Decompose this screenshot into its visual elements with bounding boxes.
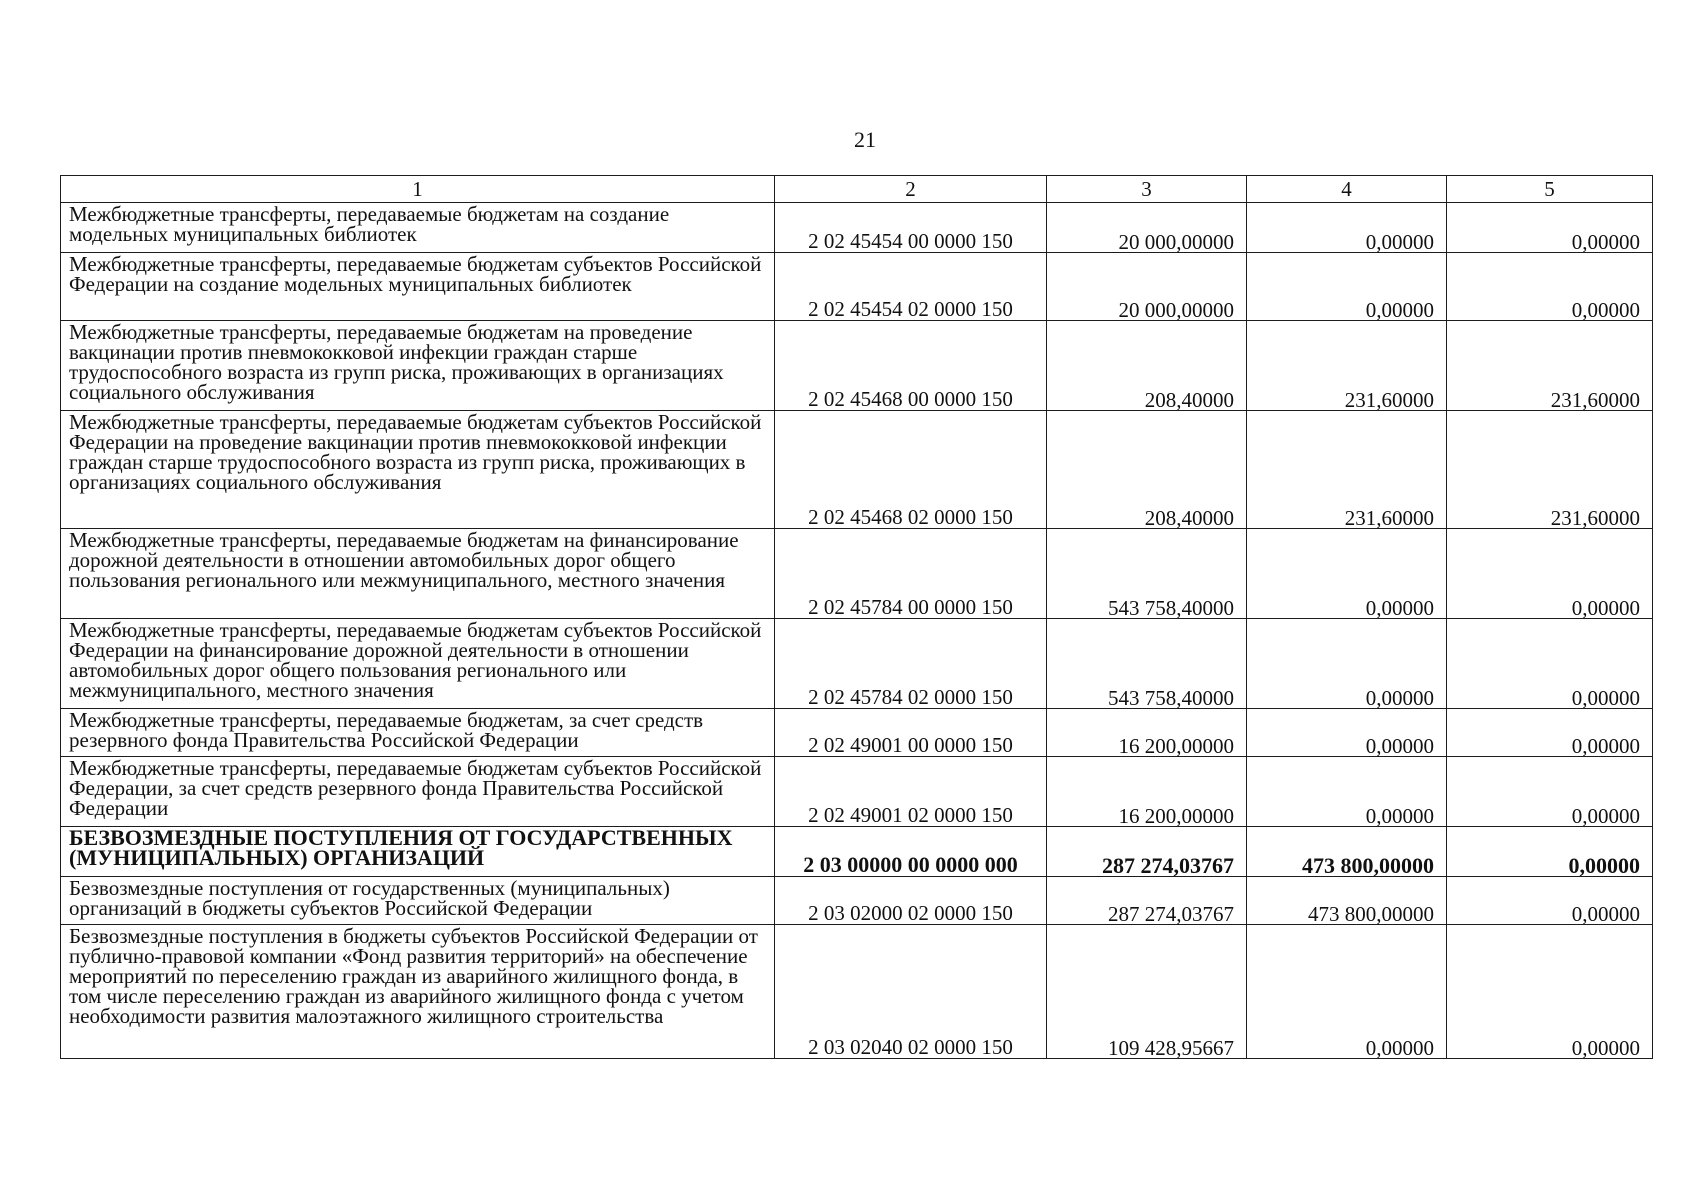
row-description: Безвозмездные поступления от государственных (муниципальных) организаций в бюджеты субъектов Российской Федерации <box>61 877 775 925</box>
column-header-4: 4 <box>1247 176 1447 203</box>
table-row <box>61 619 1653 709</box>
row-amount-col5: 0,00000 <box>1447 827 1653 877</box>
table-row <box>61 321 1653 411</box>
row-budget-code: 2 02 45454 02 0000 150 <box>775 253 1047 321</box>
row-amount-col3: 20 000,00000 <box>1047 253 1247 321</box>
row-description: Безвозмездные поступления в бюджеты субъектов Российской Федерации от публично-правовой компании «Фонд развития территорий» на обеспечение мероприятий по переселению граждан из аварийного жилищного фонда, в том числе переселению граждан из аварийного жилищного фонда с учетом необходимости развития малоэтажного жилищного строительства <box>61 925 775 1059</box>
row-budget-code: 2 02 49001 02 0000 150 <box>775 757 1047 827</box>
row-description: Межбюджетные трансферты, передаваемые бюджетам субъектов Российской Федерации, за счет средств резервного фонда Правительства Российской Федерации <box>61 757 775 827</box>
row-amount-col4: 0,00000 <box>1247 253 1447 321</box>
row-budget-code: 2 02 45454 00 0000 150 <box>775 203 1047 253</box>
table-row-section-total <box>61 827 1653 877</box>
row-amount-col4: 473 800,00000 <box>1247 877 1447 925</box>
row-amount-col4: 231,60000 <box>1247 411 1447 529</box>
column-header-2: 2 <box>775 176 1047 203</box>
row-description: Межбюджетные трансферты, передаваемые бюджетам на создание модельных муниципальных библиотек <box>61 203 775 253</box>
row-amount-col4: 473 800,00000 <box>1247 827 1447 877</box>
row-amount-col4: 0,00000 <box>1247 203 1447 253</box>
row-amount-col4: 0,00000 <box>1247 529 1447 619</box>
row-amount-col5: 231,60000 <box>1447 411 1653 529</box>
row-amount-col3: 109 428,95667 <box>1047 925 1247 1059</box>
table-row <box>61 411 1653 529</box>
row-amount-col3: 287 274,03767 <box>1047 877 1247 925</box>
row-amount-col5: 231,60000 <box>1447 321 1653 411</box>
row-amount-col3: 208,40000 <box>1047 321 1247 411</box>
budget-revenue-table <box>60 175 1653 1059</box>
table-row <box>61 203 1653 253</box>
row-amount-col3: 20 000,00000 <box>1047 203 1247 253</box>
row-amount-col5: 0,00000 <box>1447 757 1653 827</box>
table-row <box>61 709 1653 757</box>
table-row <box>61 877 1653 925</box>
row-budget-code: 2 03 02000 02 0000 150 <box>775 877 1047 925</box>
row-amount-col4: 0,00000 <box>1247 757 1447 827</box>
row-budget-code: 2 02 45784 02 0000 150 <box>775 619 1047 709</box>
page-number: 21 <box>854 127 876 152</box>
row-description: Межбюджетные трансферты, передаваемые бюджетам на проведение вакцинации против пневмококковой инфекции граждан старше трудоспособного возраста из групп риска, проживающих в организациях социального обслуживания <box>61 321 775 411</box>
row-amount-col5: 0,00000 <box>1447 529 1653 619</box>
row-amount-col3: 543 758,40000 <box>1047 619 1247 709</box>
row-amount-col3: 208,40000 <box>1047 411 1247 529</box>
row-amount-col5: 0,00000 <box>1447 619 1653 709</box>
row-description: Межбюджетные трансферты, передаваемые бюджетам, за счет средств резервного фонда Правительства Российской Федерации <box>61 709 775 757</box>
row-amount-col3: 287 274,03767 <box>1047 827 1247 877</box>
row-amount-col4: 0,00000 <box>1247 925 1447 1059</box>
column-number-header-row <box>61 176 1653 203</box>
row-budget-code: 2 02 45784 00 0000 150 <box>775 529 1047 619</box>
row-amount-col3: 543 758,40000 <box>1047 529 1247 619</box>
table-row <box>61 529 1653 619</box>
row-amount-col4: 0,00000 <box>1247 619 1447 709</box>
row-description: БЕЗВОЗМЕЗДНЫЕ ПОСТУПЛЕНИЯ ОТ ГОСУДАРСТВЕННЫХ (МУНИЦИПАЛЬНЫХ) ОРГАНИЗАЦИЙ <box>61 827 775 877</box>
row-description: Межбюджетные трансферты, передаваемые бюджетам субъектов Российской Федерации на создание модельных муниципальных библиотек <box>61 253 775 321</box>
row-description: Межбюджетные трансферты, передаваемые бюджетам на финансирование дорожной деятельности в отношении автомобильных дорог общего пользования регионального или межмуниципального, местного значения <box>61 529 775 619</box>
row-amount-col4: 231,60000 <box>1247 321 1447 411</box>
row-budget-code: 2 02 49001 00 0000 150 <box>775 709 1047 757</box>
row-amount-col3: 16 200,00000 <box>1047 757 1247 827</box>
row-description: Межбюджетные трансферты, передаваемые бюджетам субъектов Российской Федерации на проведение вакцинации против пневмококковой инфекции граждан старше трудоспособного возраста из групп риска, проживающих в организациях социального обслуживания <box>61 411 775 529</box>
row-amount-col5: 0,00000 <box>1447 709 1653 757</box>
row-budget-code: 2 02 45468 02 0000 150 <box>775 411 1047 529</box>
column-header-5: 5 <box>1447 176 1653 203</box>
table-row <box>61 757 1653 827</box>
column-header-1: 1 <box>61 176 775 203</box>
row-amount-col3: 16 200,00000 <box>1047 709 1247 757</box>
row-amount-col4: 0,00000 <box>1247 709 1447 757</box>
row-amount-col5: 0,00000 <box>1447 925 1653 1059</box>
row-amount-col5: 0,00000 <box>1447 253 1653 321</box>
table-row <box>61 253 1653 321</box>
row-budget-code: 2 03 02040 02 0000 150 <box>775 925 1047 1059</box>
row-budget-code: 2 02 45468 00 0000 150 <box>775 321 1047 411</box>
row-amount-col5: 0,00000 <box>1447 877 1653 925</box>
row-description: Межбюджетные трансферты, передаваемые бюджетам субъектов Российской Федерации на финансирование дорожной деятельности в отношении автомобильных дорог общего пользования регионального или межмуниципального, местного значения <box>61 619 775 709</box>
table-row <box>61 925 1653 1059</box>
row-amount-col5: 0,00000 <box>1447 203 1653 253</box>
column-header-3: 3 <box>1047 176 1247 203</box>
row-budget-code: 2 03 00000 00 0000 000 <box>775 827 1047 877</box>
